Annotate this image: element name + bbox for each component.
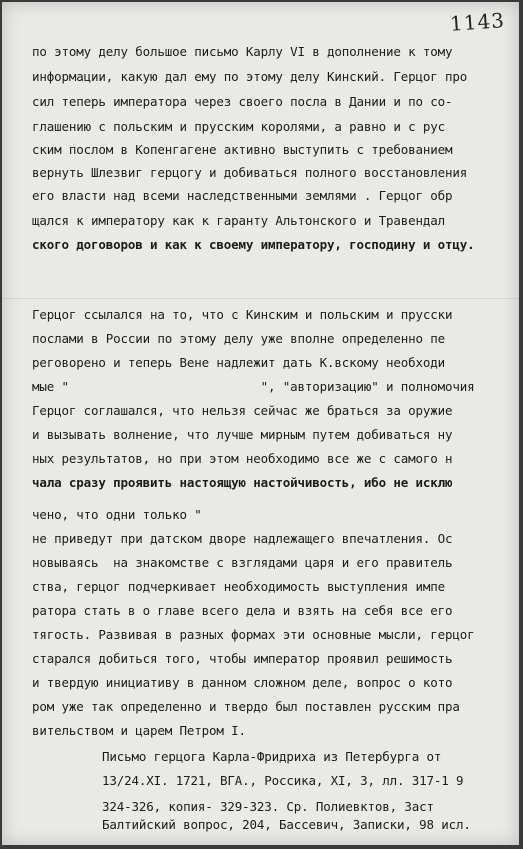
- page-number: 1143: [449, 8, 506, 36]
- paper-fold: [2, 298, 519, 299]
- text-line: старался добиться того, чтобы император проявил решимость: [32, 651, 453, 666]
- text-line: чала сразу проявить настоящую настойчивость, ибо не исклю: [32, 475, 453, 490]
- text-line: ных результатов, но при этом необходимо все же с самого н: [32, 451, 453, 466]
- citation-line: 13/24.XI. 1721, ВГА., Россика, XI, 3, лл. 317-1 9: [102, 773, 464, 788]
- text-line: щался к императору как к гаранту Альтонского и Травендал: [32, 213, 446, 228]
- text-line: по этому делу большое письмо Карлу VI в дополнение к тому: [32, 44, 453, 59]
- text-line: ским послом в Копенгагене активно выступить с требованием: [32, 142, 453, 157]
- text-line: Герцог соглашался, что нельзя сейчас же браться за оружие: [32, 403, 453, 418]
- text-line: ства, герцог подчеркивает необходимость выступления импе: [32, 579, 446, 594]
- text-line: вительством и царем Петром I.: [32, 723, 246, 738]
- text-line: глашению с польским и прусским королями, а равно и с рус: [32, 119, 446, 134]
- citation-line: Балтийский вопрос, 204, Бассевич, Записки, 98 исл.: [102, 817, 471, 832]
- text-line: сил теперь императора через своего посла в Дании и по со-: [32, 94, 453, 109]
- text-line: послами в России по этому делу уже вполне определенно пе: [32, 331, 446, 346]
- text-line: информации, какую дал ему по этому делу Кинский. Герцог про: [32, 69, 468, 84]
- citation-line: Письмо герцога Карла-Фридриха из Петербурга от: [102, 749, 442, 764]
- text-line: Герцог ссылался на то, что с Кинским и польским и прусски: [32, 307, 453, 322]
- text-line: и твердую инициативу в данном сложном деле, вопрос о кото: [32, 675, 453, 690]
- text-line: ратора стать в о главе всего дела и взять на себя все его: [32, 603, 453, 618]
- text-line: чено, что одни только ": [32, 507, 202, 522]
- text-line: и вызывать волнение, что лучше мирным путем добиваться ну: [32, 427, 453, 442]
- text-line: ского договоров и как к своему императору, господину и отцу.: [32, 237, 475, 252]
- text-line: новываясь на знакомстве с взглядами царя и его правитель: [32, 555, 453, 570]
- text-line: вернуть Шлезвиг герцогу и добиваться полного восстановления: [32, 165, 468, 180]
- text-line: тягость. Развивая в разных формах эти основные мысли, герцог: [32, 627, 475, 642]
- text-line: реговорено и теперь Вене надлежит дать К.вскому необходи: [32, 355, 446, 370]
- citation-line: 324-326, копия- 329-323. Ср. Полиевктов, Заст: [102, 799, 434, 814]
- text-line: мые " ", "авторизацию" и полномочия: [32, 379, 475, 394]
- text-line: не приведут при датском дворе надлежащего впечатления. Ос: [32, 531, 453, 546]
- text-line: ром уже так определенно и твердо был поставлен русским пра: [32, 699, 460, 714]
- document-page: [2, 2, 519, 845]
- text-line: его власти над всеми наследственными землями . Герцог обр: [32, 188, 453, 203]
